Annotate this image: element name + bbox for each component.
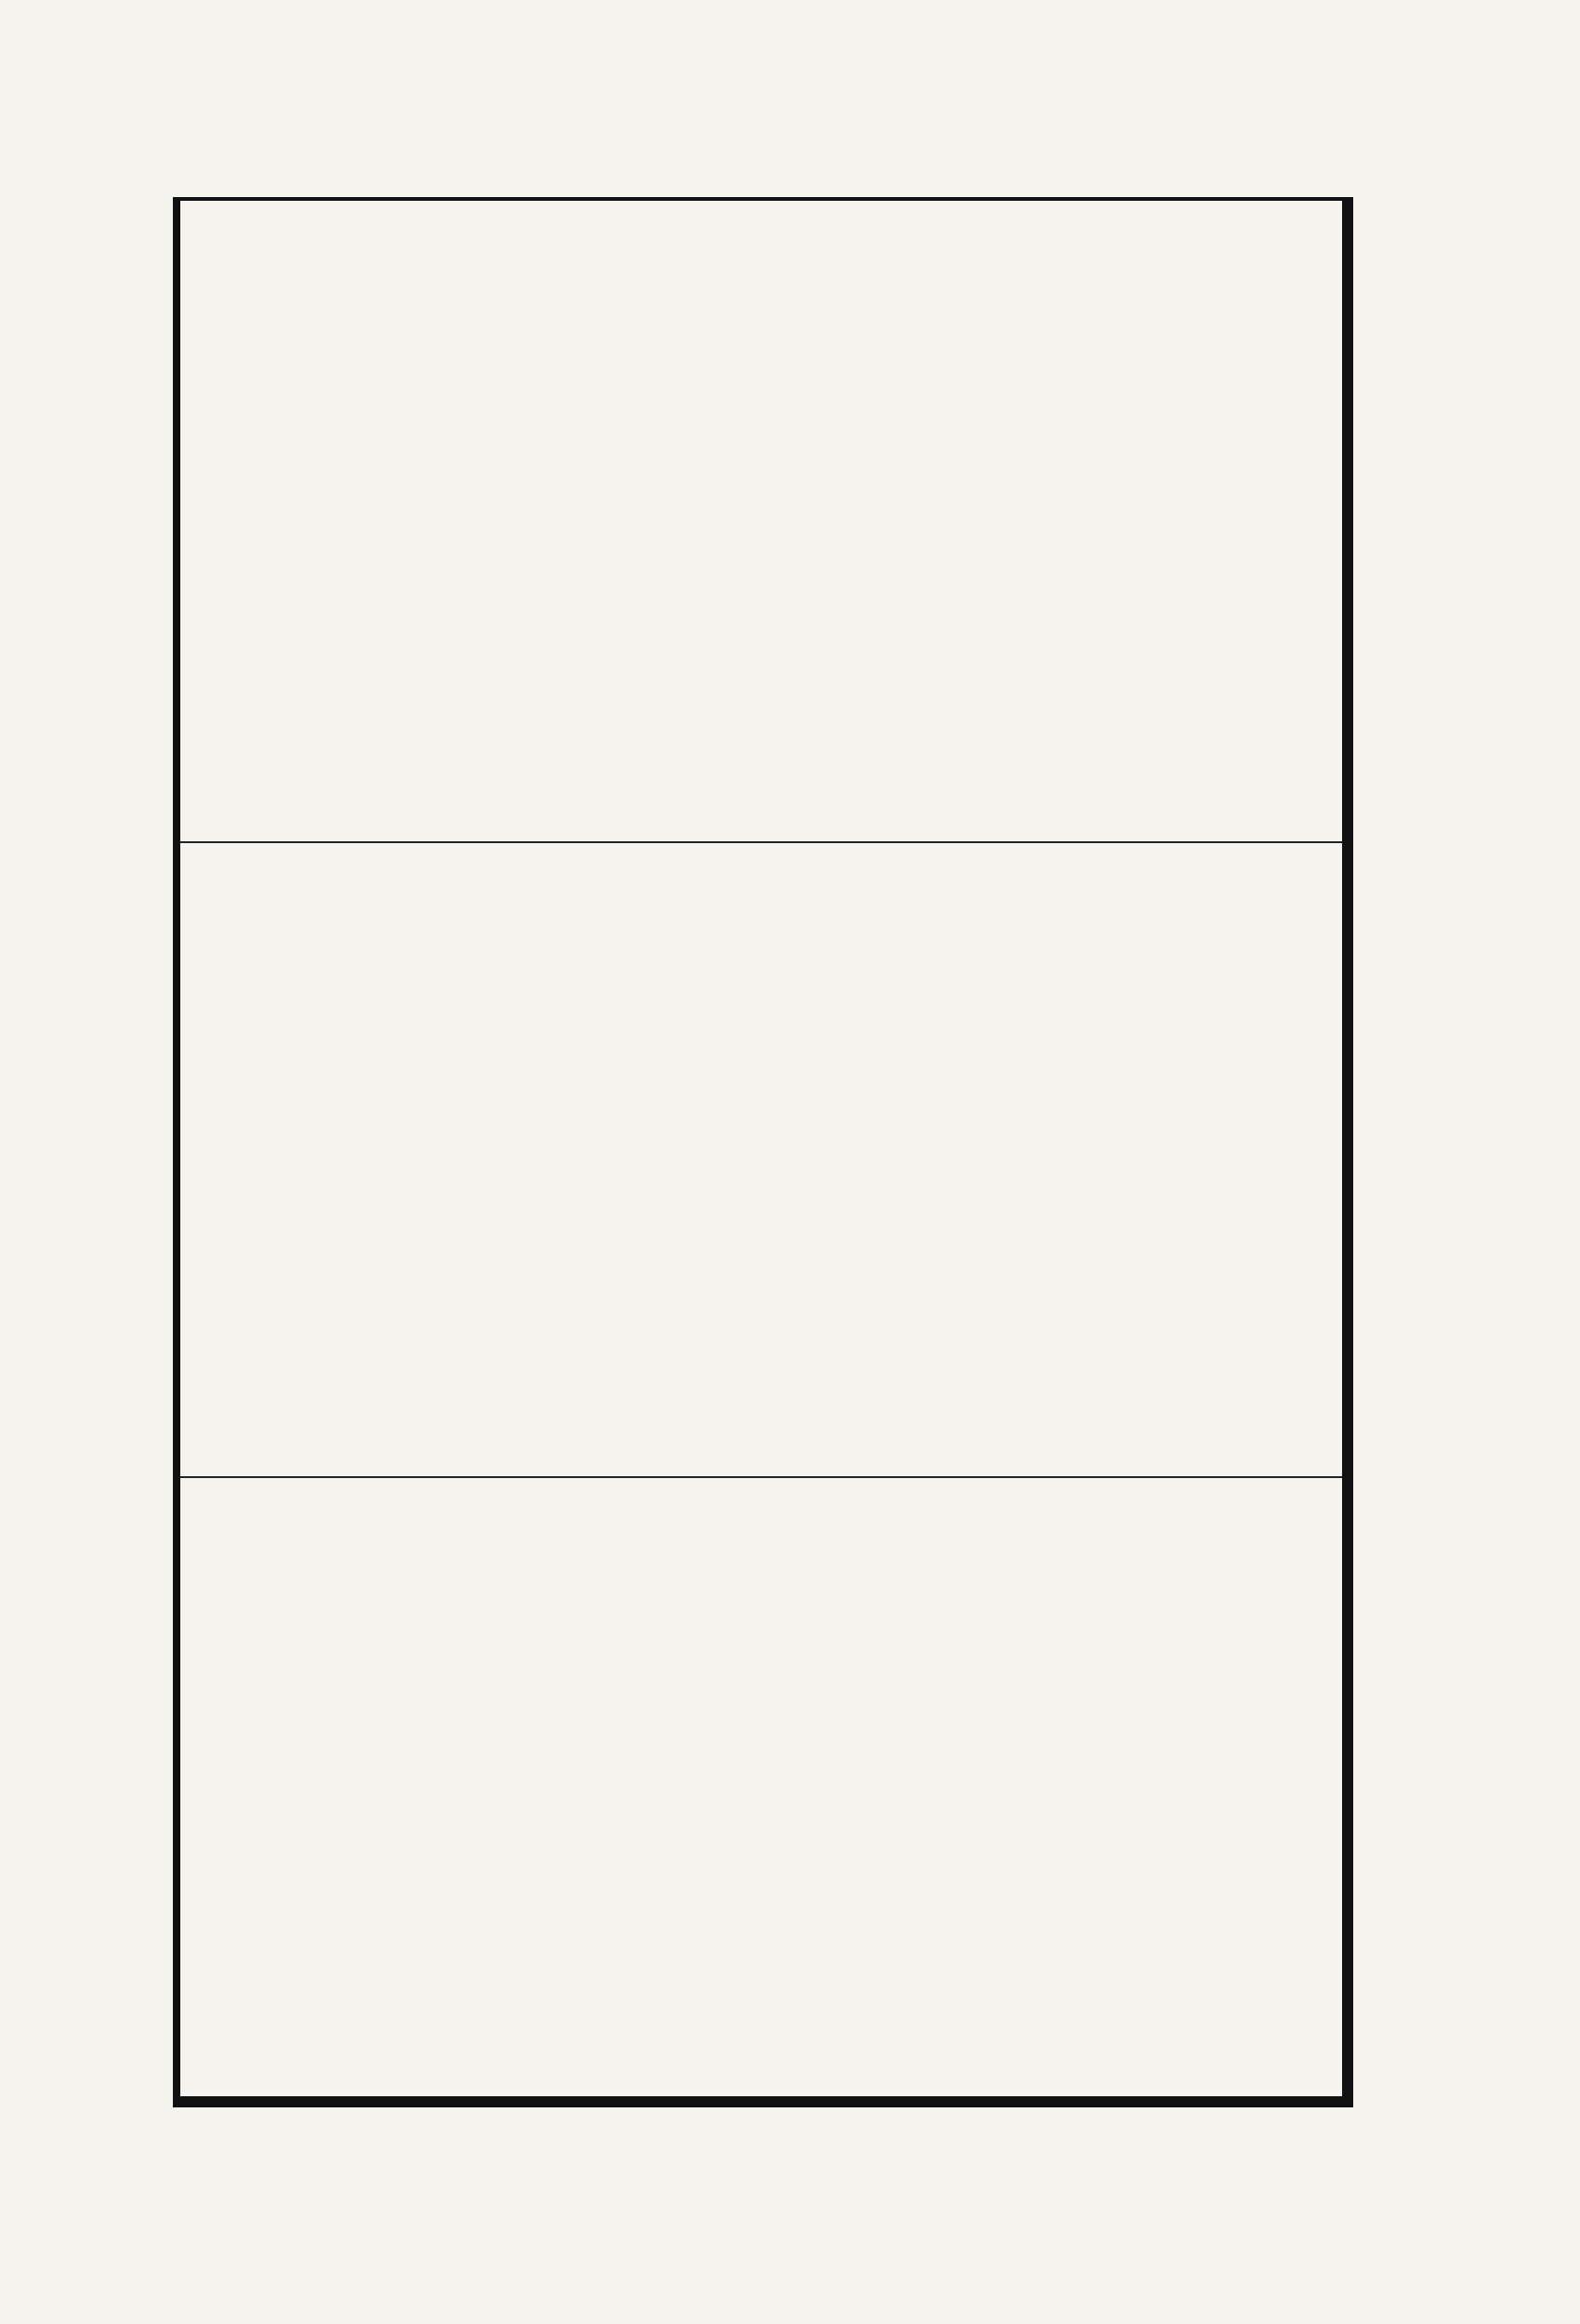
frame-left-edge xyxy=(173,197,180,2107)
bottom-band xyxy=(191,1492,1332,2092)
middle-band xyxy=(191,852,1332,1466)
top-band xyxy=(191,209,1332,832)
frame-bottom-edge xyxy=(173,2096,1353,2107)
frame-right-edge xyxy=(1342,197,1353,2107)
band-divider-1 xyxy=(180,841,1342,843)
band-divider-2 xyxy=(180,1476,1342,1478)
